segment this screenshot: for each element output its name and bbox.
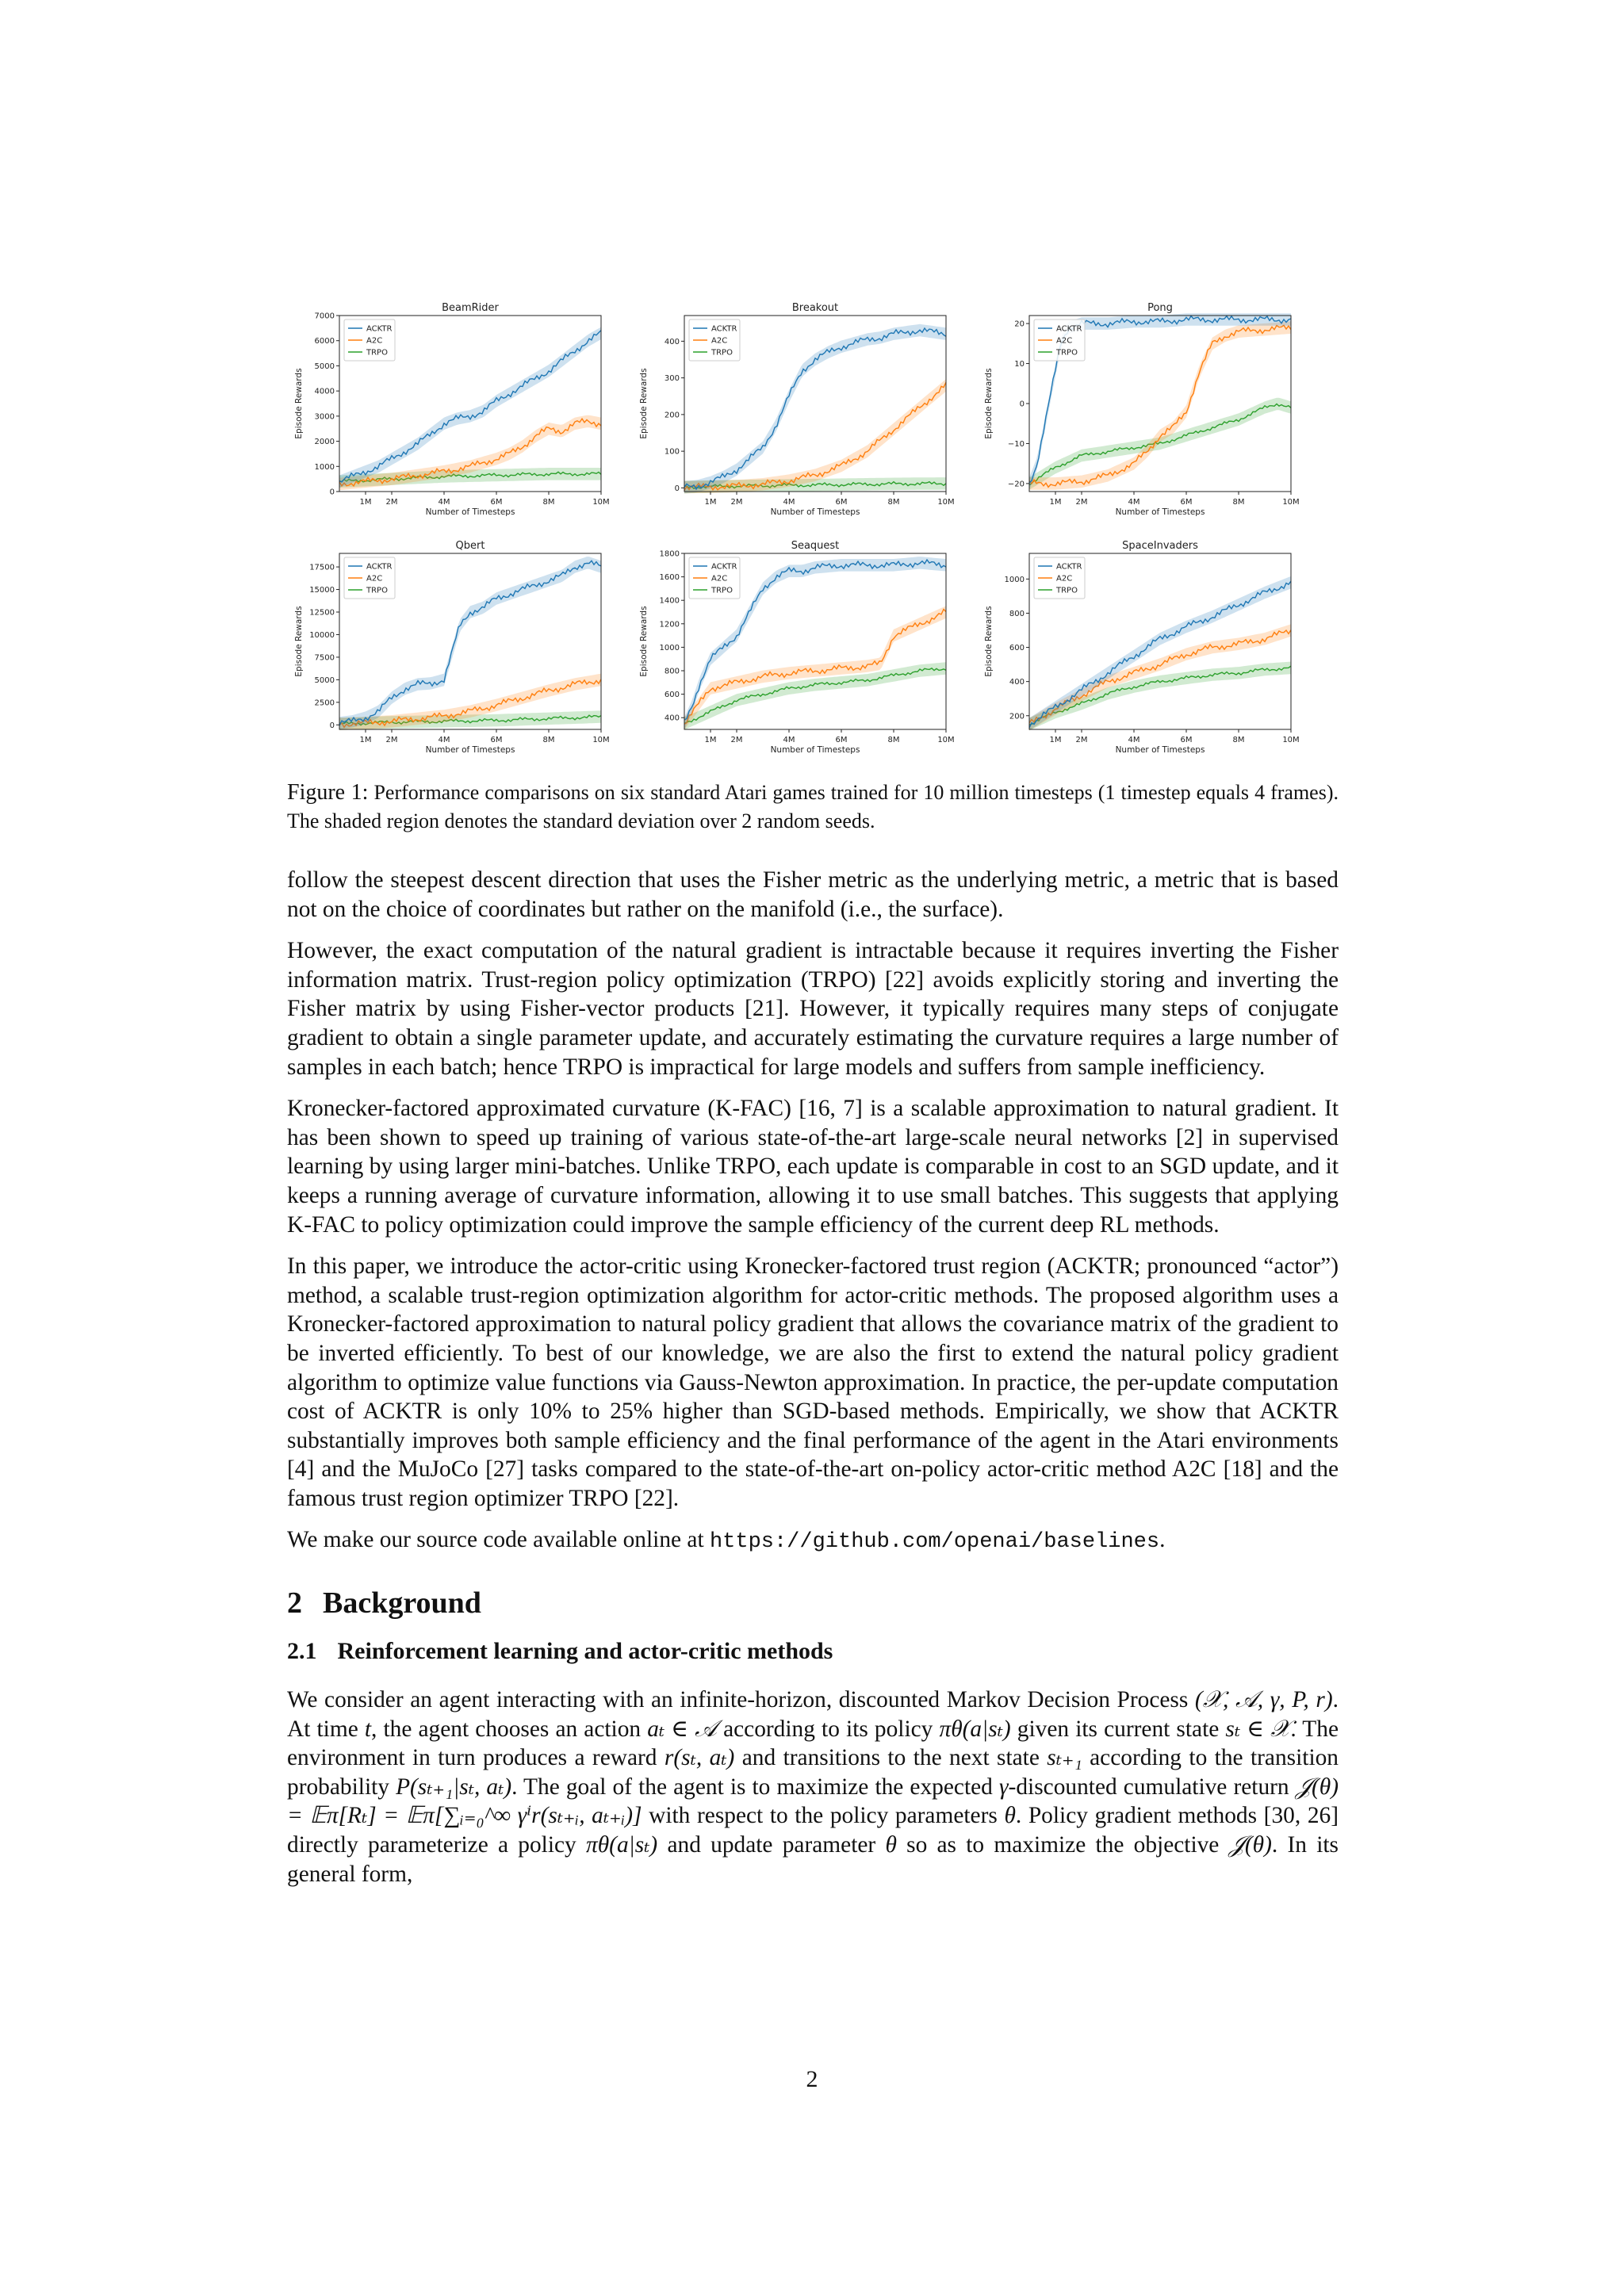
chart-title: Breakout — [791, 302, 839, 314]
y-tick-label: 5000 — [314, 362, 335, 371]
chart-title: SpaceInvaders — [1122, 540, 1198, 552]
y-axis-label: Episode Rewards — [294, 606, 304, 677]
y-tick-label: 600 — [1009, 644, 1025, 653]
legend — [689, 557, 740, 599]
y-axis-label: Episode Rewards — [984, 368, 994, 439]
chart-spaceinvaders — [975, 533, 1308, 763]
legend-label-trpo: TRPO — [366, 586, 388, 595]
chart-title: Qbert — [455, 540, 485, 552]
figure-1 — [285, 295, 1340, 771]
chart-svg — [975, 533, 1308, 763]
x-axis-label: Number of Timesteps — [425, 507, 515, 517]
subsection-number: 2.1 — [287, 1638, 317, 1665]
chart-svg — [975, 295, 1308, 525]
y-tick-label: 10000 — [309, 630, 335, 640]
x-tick-label: 1M — [359, 736, 372, 744]
y-tick-label: 800 — [664, 667, 680, 676]
y-tick-label: 1400 — [659, 596, 680, 606]
chart-title: BeamRider — [442, 302, 499, 314]
legend-label-trpo: TRPO — [1056, 586, 1078, 595]
x-axis-label: Number of Timesteps — [1115, 507, 1205, 517]
math-state: sₜ ∈ 𝒳 — [1225, 1716, 1291, 1742]
y-tick-label: 1800 — [659, 549, 680, 559]
legend-label-trpo: TRPO — [1056, 348, 1078, 358]
p6-text: . The environment in turn produces a reward — [287, 1716, 1339, 1771]
legend-label-a2c: A2C — [1056, 574, 1073, 584]
paragraph-2: However, the exact computation of the natural gradient is intractable because it requires inverting the Fisher information matrix. Trust-region policy optimization (TRPO) [22] avoids explicitly storing and inverting the Fisher matrix by using Fisher-vector products [21]. However, it typically requires many steps of conjugate gradient to obtain a single parameter update, and accurately estimating the curvature requires a large number of samples in each batch; hence TRPO is impractical for large models and suffers from sample inefficiency. — [287, 938, 1339, 1080]
y-axis-label: Episode Rewards — [984, 606, 994, 677]
x-tick-label: 4M — [783, 498, 795, 507]
y-axis-label: Episode Rewards — [294, 368, 304, 439]
chart-svg — [285, 295, 619, 525]
x-tick-label: 2M — [730, 498, 743, 507]
x-tick-label: 10M — [592, 498, 610, 507]
p6-text: and update parameter — [657, 1832, 886, 1858]
p6-text: We consider an agent interacting with an infinite-horizon, discounted Markov Decision Process — [287, 1687, 1195, 1713]
y-tick-label: 20 — [1014, 320, 1025, 329]
x-tick-label: 2M — [385, 736, 398, 744]
x-tick-label: 8M — [542, 498, 555, 507]
legend-label-acktr: ACKTR — [711, 562, 737, 572]
y-tick-label: 1600 — [659, 573, 680, 583]
legend-label-a2c: A2C — [711, 336, 728, 346]
math-reward: r(sₜ, aₜ) — [664, 1745, 735, 1771]
x-tick-label: 6M — [490, 498, 503, 507]
legend-label-acktr: ACKTR — [366, 324, 393, 334]
caption-label: Figure 1: — [287, 780, 369, 805]
legend-label-trpo: TRPO — [711, 348, 733, 358]
y-tick-label: 0 — [674, 484, 680, 493]
x-tick-label: 8M — [542, 736, 555, 744]
y-tick-label: 6000 — [314, 337, 335, 346]
x-tick-label: 1M — [359, 498, 372, 507]
legend-label-acktr: ACKTR — [366, 562, 393, 572]
math-theta: θ — [1004, 1803, 1016, 1829]
legend-label-a2c: A2C — [1056, 336, 1073, 346]
paragraph-5 — [287, 1525, 1339, 1557]
p6-text: with respect to the policy parameters — [642, 1803, 1005, 1829]
legend-label-acktr: ACKTR — [1056, 324, 1082, 334]
y-tick-label: 600 — [664, 691, 680, 700]
y-tick-label: 300 — [664, 374, 680, 384]
x-tick-label: 10M — [937, 736, 955, 744]
x-tick-label: 2M — [1075, 736, 1088, 744]
y-tick-label: 400 — [664, 714, 680, 723]
paragraph-3: Kronecker-factored approximated curvature (K-FAC) [16, 7] is a scalable approximation to natural gradient. It has been shown to speed up training of various state-of-the-art large-scale neural networks [2] in supervised learning by using larger mini-batches. Unlike TRPO, each update is comparable in cost to an SGD update, and it keeps a running average of curvature information, allowing it to use small batches. This suggests that applying K-FAC to policy optimization could improve the sample efficiency of the current deep RL methods. — [287, 1096, 1339, 1238]
chart-title: Seaquest — [791, 540, 840, 552]
x-tick-label: 8M — [887, 736, 900, 744]
p6-text: according to its policy — [716, 1716, 940, 1742]
legend-label-a2c: A2C — [711, 574, 728, 584]
x-tick-label: 8M — [887, 498, 900, 507]
y-tick-label: 17500 — [309, 563, 335, 572]
p6-text: given its current state — [1010, 1716, 1226, 1742]
x-tick-label: 10M — [937, 498, 955, 507]
legend — [1034, 557, 1085, 599]
chart-beamrider — [285, 295, 619, 525]
y-tick-label: 200 — [1009, 712, 1025, 721]
math-objective: 𝒥(θ) — [1228, 1832, 1272, 1858]
legend — [1034, 320, 1085, 361]
y-tick-label: 0 — [329, 721, 335, 730]
chart-svg — [630, 533, 963, 763]
x-tick-label: 4M — [438, 498, 450, 507]
figure-caption — [287, 779, 1339, 836]
x-tick-label: 4M — [1128, 498, 1140, 507]
math-t: t — [364, 1716, 372, 1742]
x-axis-label: Number of Timesteps — [1115, 745, 1205, 755]
legend — [344, 557, 395, 599]
x-tick-label: 4M — [783, 736, 795, 744]
paragraph-4: In this paper, we introduce the actor-critic using Kronecker-factored trust region (ACKTR; pronounced “actor”) method, a scalable trust-region optimization algorithm for actor-critic methods. The proposed algorithm uses a Kronecker-factored approximation to natural policy gradient that allows the covariance matrix of the gradient to be inverted efficiently. To best of our knowledge, we are also the first to extend the natural policy gradient algorithm to optimize value functions via Gauss-Newton approximation. In practice, the per-update computation cost of ACKTR is only 10% to 25% higher than SGD-based methods. Empirically, we show that ACKTR substantially improves both sample efficiency and the final performance of the agent in the Atari environments [4] and the MuJoCo [27] tasks compared to the state-of-the-art on-policy actor-critic method A2C [18] and the famous trust region optimizer TRPO [22]. — [287, 1253, 1339, 1511]
math-policy-2: πθ(a|sₜ) — [586, 1832, 658, 1858]
math-policy: πθ(a|sₜ) — [939, 1716, 1011, 1742]
p6-text: and transitions to the next state — [734, 1745, 1048, 1771]
legend — [344, 320, 395, 361]
p6-text: . In its general form, — [287, 1832, 1339, 1887]
math-gamma: γ — [998, 1774, 1009, 1800]
y-tick-label: 7000 — [314, 312, 335, 321]
y-tick-label: 2500 — [314, 698, 335, 708]
math-theta-2: θ — [885, 1832, 897, 1858]
y-tick-label: 400 — [664, 337, 680, 346]
y-tick-label: 1000 — [314, 462, 335, 472]
paragraph-5-text: We make our source code available online at — [287, 1527, 710, 1553]
y-axis-label: Episode Rewards — [639, 606, 649, 677]
y-tick-label: −20 — [1007, 480, 1025, 489]
y-tick-label: 0 — [329, 488, 335, 497]
subsection-heading — [287, 1638, 1339, 1665]
y-tick-label: 800 — [1009, 609, 1025, 618]
legend-label-trpo: TRPO — [711, 586, 733, 595]
y-tick-label: 4000 — [314, 387, 335, 396]
y-tick-label: 3000 — [314, 412, 335, 422]
p6-text: according to the transition probability — [287, 1745, 1339, 1800]
y-axis-label: Episode Rewards — [639, 368, 649, 439]
x-tick-label: 6M — [835, 736, 848, 744]
y-tick-label: 400 — [1009, 678, 1025, 687]
p6-text: -discounted cumulative return — [1008, 1774, 1296, 1800]
legend-label-trpo: TRPO — [366, 348, 388, 358]
math-return: 𝒥(θ) = 𝔼π[Rₜ] = 𝔼π[∑ᵢ₌₀^∞ γⁱr(sₜ₊ᵢ, aₜ₊ᵢ)] — [287, 1774, 1339, 1829]
y-tick-label: 5000 — [314, 675, 335, 685]
legend-label-a2c: A2C — [366, 574, 383, 584]
x-tick-label: 6M — [1180, 736, 1193, 744]
legend — [689, 320, 740, 361]
x-axis-label: Number of Timesteps — [770, 745, 860, 755]
math-action: aₜ ∈ 𝒜 — [647, 1716, 717, 1742]
y-tick-label: 12500 — [309, 608, 335, 618]
y-tick-label: 200 — [664, 411, 680, 420]
section-number: 2 — [287, 1586, 302, 1621]
page-number: 2 — [806, 2066, 818, 2092]
x-tick-label: 2M — [730, 736, 743, 744]
x-tick-label: 10M — [1282, 736, 1300, 744]
x-tick-label: 1M — [704, 498, 717, 507]
subsection-title: Reinforcement learning and actor-critic methods — [337, 1638, 833, 1665]
x-axis-label: Number of Timesteps — [425, 745, 515, 755]
chart-pong — [975, 295, 1308, 525]
paragraph-5-end: . — [1159, 1527, 1166, 1553]
chart-svg — [630, 295, 963, 525]
caption-text: Performance comparisons on six standard Atari games trained for 10 million timesteps (1 timestep equals 4 frames). The shaded region denotes the standard deviation over 2 random seeds. — [287, 781, 1339, 832]
x-tick-label: 6M — [1180, 498, 1193, 507]
legend-label-acktr: ACKTR — [711, 324, 737, 334]
series-band-trpo — [1029, 398, 1291, 490]
p6-text: . At time — [287, 1687, 1339, 1742]
chart-breakout — [630, 295, 963, 525]
x-tick-label: 4M — [1128, 736, 1140, 744]
x-tick-label: 2M — [1075, 498, 1088, 507]
paragraph-1: follow the steepest descent direction that uses the Fisher metric as the underlying metric, a metric that is based not on the choice of coordinates but rather on the manifold (i.e., the surface). — [287, 867, 1339, 922]
p6-text: . The goal of the agent is to maximize the expected — [511, 1774, 999, 1800]
x-tick-label: 2M — [385, 498, 398, 507]
y-tick-label: 1000 — [659, 643, 680, 652]
x-tick-label: 8M — [1232, 736, 1245, 744]
body-text — [287, 866, 1339, 1901]
legend-label-a2c: A2C — [366, 336, 383, 346]
y-tick-label: 7500 — [314, 653, 335, 663]
math-transition: P(sₜ₊₁|sₜ, aₜ) — [396, 1774, 512, 1800]
section-title: Background — [323, 1586, 481, 1621]
paragraph-6 — [287, 1686, 1339, 1888]
chart-title: Pong — [1147, 302, 1173, 314]
x-tick-label: 4M — [438, 736, 450, 744]
y-tick-label: 2000 — [314, 438, 335, 447]
math-mdp-tuple: (𝒳, 𝒜, γ, P, r) — [1194, 1687, 1333, 1713]
legend-label-acktr: ACKTR — [1056, 562, 1082, 572]
x-tick-label: 6M — [490, 736, 503, 744]
p6-text: so as to maximize the objective — [896, 1832, 1229, 1858]
y-tick-label: 10 — [1014, 360, 1025, 369]
x-tick-label: 10M — [1282, 498, 1300, 507]
y-tick-label: 1000 — [1004, 575, 1025, 584]
chart-qbert — [285, 533, 619, 763]
x-tick-label: 1M — [1049, 498, 1062, 507]
chart-seaquest — [630, 533, 963, 763]
source-code-link[interactable]: https://github.com/openai/baselines — [709, 1530, 1160, 1555]
y-tick-label: 100 — [664, 447, 680, 457]
y-tick-label: 15000 — [309, 586, 335, 595]
y-tick-label: −10 — [1007, 439, 1025, 449]
x-axis-label: Number of Timesteps — [770, 507, 860, 517]
math-next-state: sₜ₊₁ — [1047, 1745, 1082, 1771]
x-tick-label: 10M — [592, 736, 610, 744]
chart-svg — [285, 533, 619, 763]
p6-text: , the agent chooses an action — [371, 1716, 648, 1742]
x-tick-label: 1M — [1049, 736, 1062, 744]
p6-text: . Policy gradient methods [30, 26] directly parameterize a policy — [287, 1803, 1339, 1858]
x-tick-label: 6M — [835, 498, 848, 507]
y-tick-label: 0 — [1019, 400, 1025, 409]
y-tick-label: 1200 — [659, 620, 680, 629]
x-tick-label: 8M — [1232, 498, 1245, 507]
x-tick-label: 1M — [704, 736, 717, 744]
section-heading — [287, 1586, 1339, 1621]
